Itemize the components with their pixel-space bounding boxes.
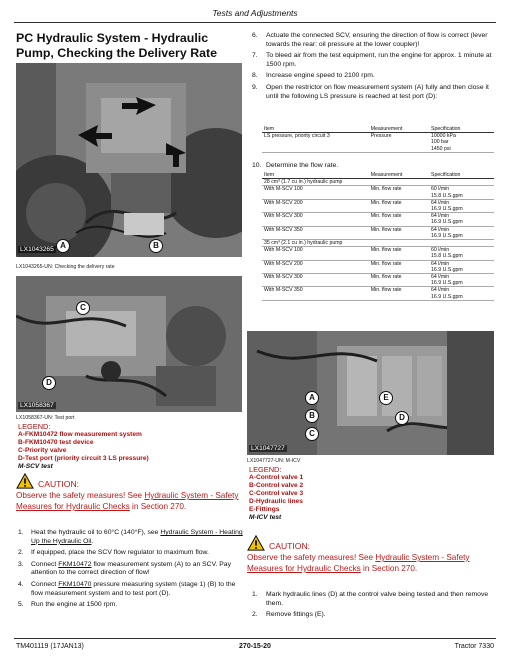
caution-text — [247, 552, 495, 574]
table-cell: 64 l/min 16.9 U.S.gpm — [429, 274, 494, 287]
priority-valve-photo — [16, 276, 242, 412]
table-cell: With M-SCV 100 — [262, 186, 369, 199]
step-number: 10. — [252, 162, 262, 169]
table-cell: With M-SCV 300 — [262, 213, 369, 226]
footer-page-number: 270-15-20 — [239, 643, 271, 650]
table-cell: With M-SCV 300 — [262, 274, 369, 287]
step-text: flow measurement system (A) to an SCV. Pay attention to the correct direction of flow! — [31, 560, 231, 577]
caution-text-part: in Section 270. — [360, 564, 418, 573]
legend-item: C-Control valve 3 — [249, 490, 304, 497]
step-text: Actuate the connected SCV, ensuring the direction of flow is correct (lever towards the rear: oil pressure at the lower coupler)! — [266, 32, 488, 48]
step-number: 7. — [252, 52, 258, 60]
table-header: Item — [262, 126, 369, 133]
legend-item: B-Control valve 2 — [249, 482, 304, 489]
step-item — [18, 601, 244, 610]
section-title: PC Hydraulic System - Hydraulic Pump, Checking the Delivery Rate — [16, 31, 218, 60]
footer-doc-id: TM401119 (17JAN13) — [16, 643, 84, 650]
table-cell: 60 l/min 15.8 U.S.gpm — [429, 186, 494, 199]
table-cell: Min. flow rate — [369, 213, 429, 226]
table-header: Measurement — [369, 172, 429, 179]
callout-e: E — [379, 391, 393, 405]
step-text: Connect — [31, 580, 59, 588]
step-text: Increase engine speed to 2100 rpm. — [266, 72, 375, 80]
caution-block-left — [16, 473, 246, 512]
steps-right-2 — [252, 591, 494, 620]
step-item — [18, 529, 244, 546]
steps-right — [252, 32, 494, 101]
step-number: 1. — [18, 529, 24, 536]
safety-measures-link[interactable]: Hydraulic System - Safety Measures for Hydraulic Checks — [247, 553, 470, 573]
figure3-photo-id: LX1047727 — [251, 445, 285, 452]
step-number: 2. — [18, 549, 24, 557]
step-text: Determine the flow rate. — [266, 162, 339, 169]
table-cell: Min. flow rate — [369, 247, 429, 260]
step-item — [18, 581, 244, 598]
step-item — [252, 32, 494, 49]
legend-item: B-FKM10470 test device — [18, 439, 94, 446]
callout-a: A — [56, 239, 70, 253]
figure2-photo — [16, 276, 242, 412]
warning-triangle-icon — [247, 535, 265, 551]
step-item — [18, 549, 244, 558]
figure2-legend — [18, 422, 244, 470]
table-cell: 64 l/min 16.9 U.S.gpm — [429, 199, 494, 212]
caution-text-part: Observe the safety measures! See — [16, 491, 145, 500]
header-rule — [14, 22, 496, 23]
tractor-rear-photo — [16, 63, 242, 257]
figure1-photo — [16, 63, 242, 257]
footer-rule — [14, 638, 496, 639]
step-text: Mark hydraulic lines (D) at the control valve being tested and then remove them. — [266, 591, 489, 607]
table-cell: 10000 kPa 100 bar 1450 psi — [429, 133, 494, 153]
step-item — [252, 591, 494, 608]
legend-item: D-Test port (priority circuit 3 LS pressure) — [18, 455, 149, 462]
legend-title: LEGEND: — [249, 465, 282, 474]
step-number: 5. — [18, 601, 24, 609]
table-cell: With M-SCV 350 — [262, 287, 369, 300]
caution-text — [16, 490, 246, 512]
fkm10470-link[interactable]: FKM10470 — [58, 580, 92, 588]
heating-oil-link[interactable]: Hydraulic System - Heating Up the Hydraulic Oil — [31, 529, 243, 545]
figure2-photo-id: LX1058367 — [20, 402, 54, 409]
step-number: 1. — [252, 591, 258, 598]
control-valves-photo — [247, 331, 494, 455]
table-cell: Min. flow rate — [369, 226, 429, 239]
caution-label: CAUTION: — [38, 479, 80, 489]
step-text: Run the engine at 1500 rpm. — [31, 601, 118, 609]
step-text: Remove fittings (E). — [266, 611, 326, 619]
fkm10472-link[interactable]: FKM10472 — [58, 560, 92, 568]
table-cell: 64 l/min 16.9 U.S.gpm — [429, 287, 494, 300]
legend-item: A-Control valve 1 — [249, 474, 304, 481]
table-cell: 64 l/min 16.9 U.S.gpm — [429, 226, 494, 239]
caution-text-part: Observe the safety measures! See — [247, 553, 376, 562]
table-group-label: 28 cm³ (1.7 cu in.) hydraulic pump — [262, 179, 494, 186]
step-item — [252, 84, 494, 101]
table-header: Measurement — [369, 126, 429, 133]
step-text: If equipped, place the SCV flow regulator to maximum flow. — [31, 549, 209, 557]
callout-d: D — [395, 411, 409, 425]
step-text: Heat the hydraulic oil to 60°C (140°F), see — [31, 529, 161, 536]
step-text: pressure measuring system (stage 1) (B) to the flow measurement system and to test port (D). — [31, 580, 236, 597]
table-header: Specification — [429, 126, 494, 133]
step-item — [252, 72, 494, 81]
table-cell: Min. flow rate — [369, 260, 429, 273]
step-number: 9. — [252, 83, 258, 91]
table-cell: With M-SCV 100 — [262, 247, 369, 260]
step-number: 8. — [252, 72, 258, 80]
table-cell: 64 l/min 16.9 U.S.gpm — [429, 260, 494, 273]
callout-c: C — [76, 301, 90, 315]
step-text: Open the restrictor on flow measurement system (A) fully and then close it until the following LS pressure is reached at test port (D): — [266, 83, 489, 100]
figure3-caption: LX1047727-UN: M-ICV — [247, 458, 301, 464]
callout-b: B — [305, 409, 319, 423]
legend-title: LEGEND: — [18, 422, 51, 431]
table-cell: Min. flow rate — [369, 186, 429, 199]
warning-triangle-icon — [16, 473, 34, 489]
table-cell: Min. flow rate — [369, 199, 429, 212]
legend-item: D-Hydraulic lines — [249, 498, 303, 505]
callout-b: B — [149, 239, 163, 253]
step-item — [252, 52, 494, 69]
table-cell: With M-SCV 200 — [262, 260, 369, 273]
legend-item: A-FKM10472 flow measurement system — [18, 431, 142, 438]
legend-item: E-Fittings — [249, 506, 280, 513]
callout-c: C — [305, 427, 319, 441]
table-header: Item — [262, 172, 369, 179]
callout-a: A — [305, 391, 319, 405]
step-text: . — [91, 537, 94, 545]
caution-text-part: in Section 270. — [129, 502, 187, 511]
table-cell: Min. flow rate — [369, 274, 429, 287]
table-cell: Pressure — [369, 133, 429, 153]
table-group-label: 35 cm³ (2.1 cu in.) hydraulic pump — [262, 240, 494, 247]
footer-model: Tractor 7330 — [454, 643, 494, 650]
step-number: 3. — [18, 560, 24, 568]
figure3-photo — [247, 331, 494, 455]
legend-item: C-Priority valve — [18, 447, 67, 454]
steps-left — [18, 529, 244, 610]
caution-block-right — [247, 535, 495, 574]
table-cell: 64 l/min 16.9 U.S.gpm — [429, 213, 494, 226]
table-cell: With M-SCV 350 — [262, 226, 369, 239]
legend-subtitle: M-ICV test — [249, 514, 282, 521]
step-number: 4. — [18, 580, 24, 588]
table-cell: 60 l/min 15.8 U.S.gpm — [429, 247, 494, 260]
step-item — [252, 611, 494, 620]
step-item — [18, 561, 244, 578]
callout-d: D — [42, 376, 56, 390]
figure1-photo-id: LX1043265 — [20, 246, 54, 253]
step-text: Connect — [31, 560, 59, 568]
step-number: 6. — [252, 32, 258, 39]
safety-measures-link[interactable]: Hydraulic System - Safety Measures for Hydraulic Checks — [16, 491, 239, 511]
figure2-caption: LX1058367-UN: Test port — [16, 415, 75, 421]
step-item — [252, 162, 494, 171]
figure1-caption: LX1043265-UN: Checking the delivery rate — [16, 264, 115, 270]
table-cell: With M-SCV 200 — [262, 199, 369, 212]
table-cell: LS pressure, priority circuit 3 — [262, 133, 369, 153]
running-header: Tests and Adjustments — [212, 8, 298, 18]
flow-rate-table — [262, 172, 494, 301]
figure3-legend — [249, 465, 489, 521]
step-number: 2. — [252, 611, 258, 619]
step-text: To bleed air from the test equipment, run the engine for approx. 1 minute at 1500 rpm. — [266, 52, 492, 68]
table-cell: Min. flow rate — [369, 287, 429, 300]
legend-subtitle: M-SCV test — [18, 463, 53, 470]
ls-pressure-table — [262, 126, 494, 153]
caution-label: CAUTION: — [269, 541, 311, 551]
table-header: Specification — [429, 172, 494, 179]
